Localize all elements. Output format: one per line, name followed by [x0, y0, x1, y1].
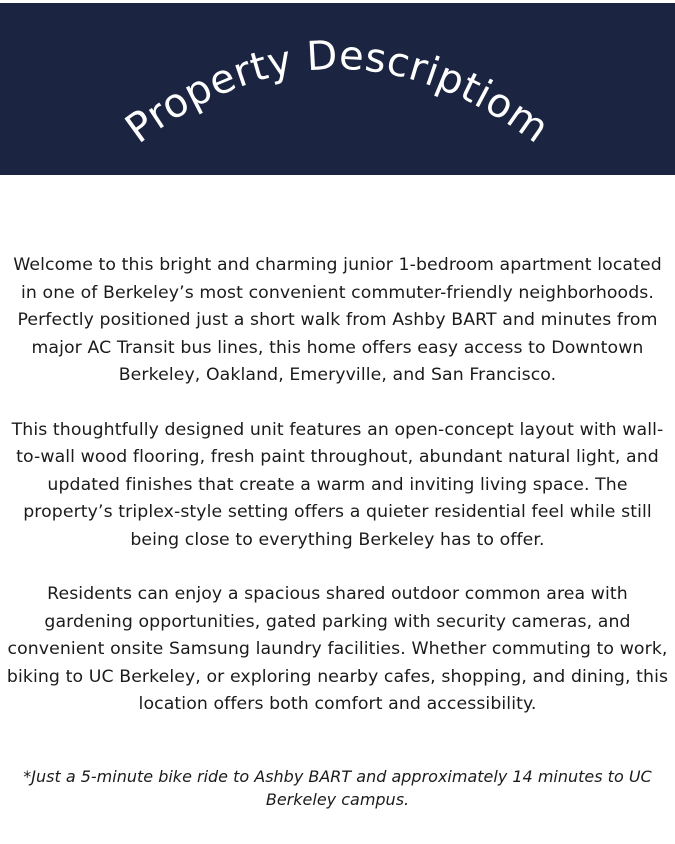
- paragraph-amenities: Residents can enjoy a spacious shared outdoor common area with gardening opportunities, gated parking with security cameras, and convenient onsite Samsung laundry facilities. Whether commuting to work, biking to UC Berkeley, or exploring nearby cafes, shopping, and dining, this location offers both comfort and accessibility.: [6, 584, 669, 714]
- description-body: [0, 252, 675, 719]
- footnote-text: *Just a 5-minute bike ride to Ashby BART and approximately 14 minutes to UC Berkeley campus.: [23, 767, 652, 809]
- paragraph-features: This thoughtfully designed unit features an open-concept layout with wall-to-wall wood flooring, fresh paint throughout, abundant natural light, and updated finishes that create a warm and inviting living space. The property’s triplex-style setting offers a quieter residential feel while still being close to everything Berkeley has to offer.: [11, 419, 664, 550]
- paragraph-intro: Welcome to this bright and charming junior 1-bedroom apartment located in one of Berkeley’s most convenient commuter-friendly neighborhoods. Perfectly positioned just a short walk from Ashby BART and minutes from major AC Transit bus lines, this home offers easy access to Downtown Berkeley, Oakland, Emeryville, and San Francisco.: [13, 255, 662, 385]
- footnote: [0, 766, 675, 811]
- page-title: [117, 33, 557, 153]
- header-banner: [0, 3, 675, 175]
- header-arc-svg: [0, 3, 675, 175]
- page-title-text: Property Descriptiom: [117, 32, 558, 153]
